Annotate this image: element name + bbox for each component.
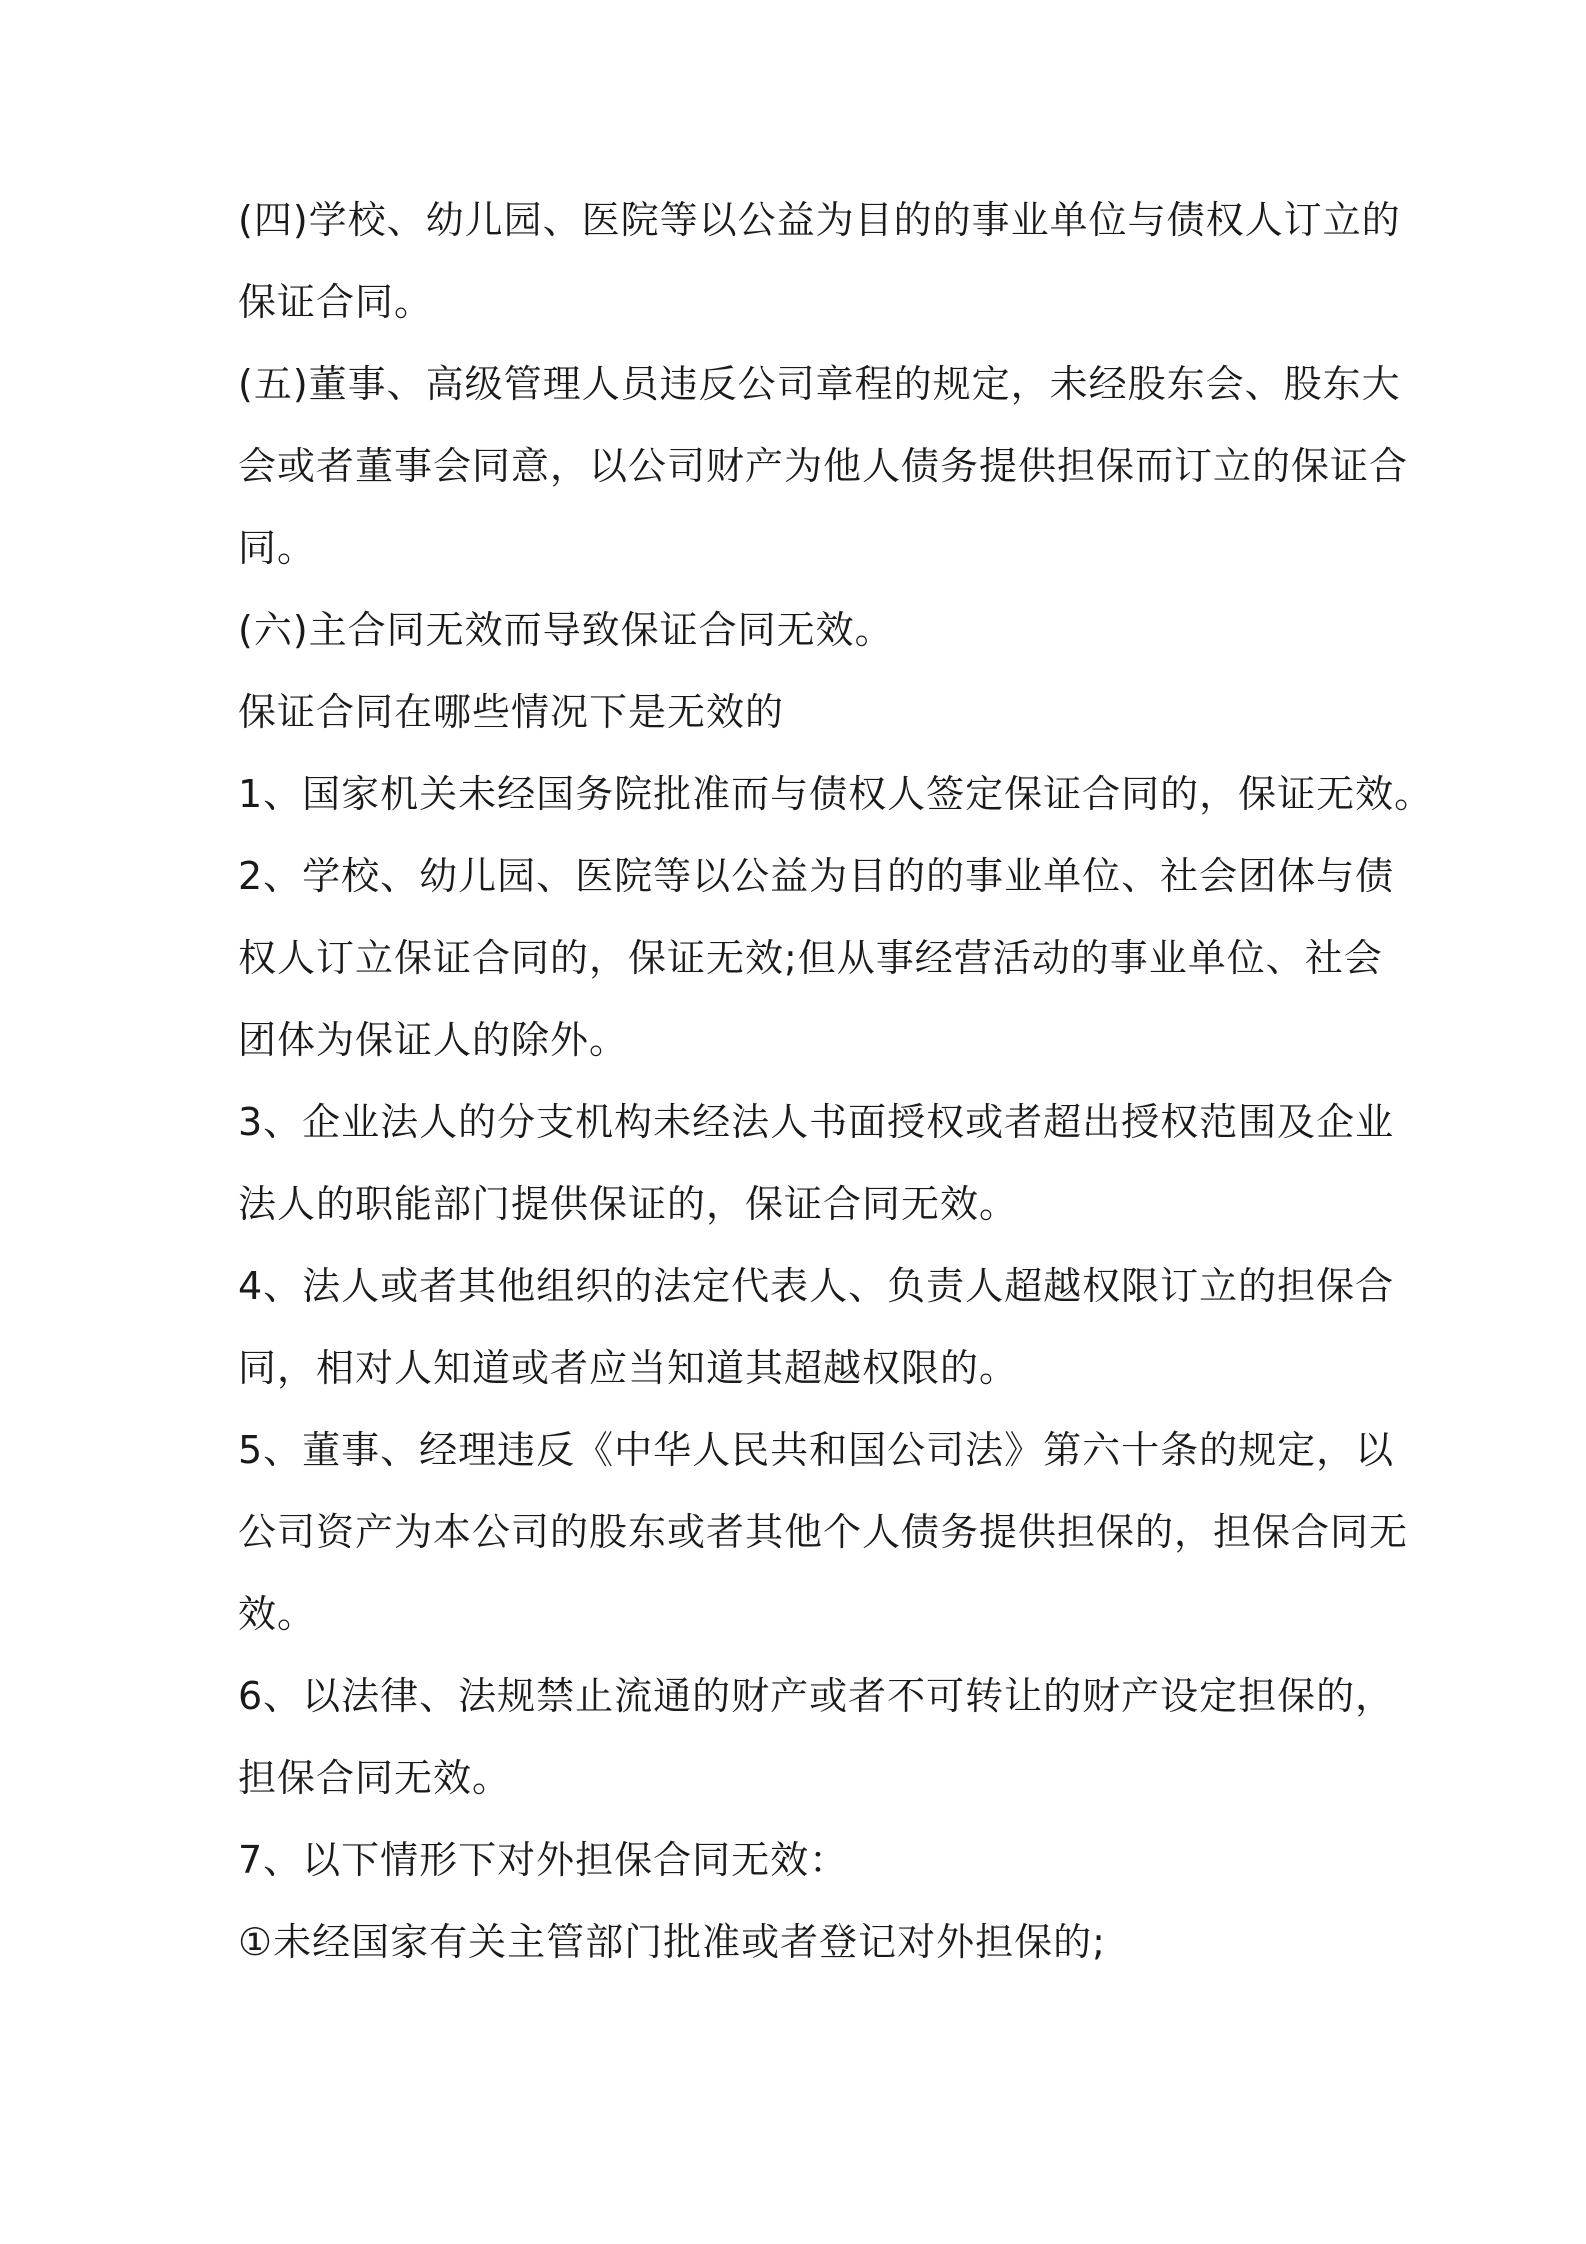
text-line: 公司资产为本公司的股东或者其他个人债务提供担保的，担保合同无	[238, 1510, 1409, 1554]
text-line: 同，相对人知道或者应当知道其超越权限的。	[238, 1346, 1019, 1390]
text-line: (五)董事、高级管理人员违反公司章程的规定，未经股东会、股东大	[238, 362, 1401, 406]
text-line: 团体为保证人的除外。	[238, 1018, 629, 1062]
text-line: 保证合同。	[238, 280, 434, 324]
text-line: 会或者董事会同意，以公司财产为他人债务提供担保而订立的保证合	[238, 444, 1409, 488]
text-line: (六)主合同无效而导致保证合同无效。	[238, 608, 894, 652]
text-line: 7、以下情形下对外担保合同无效：	[238, 1838, 849, 1882]
text-line: ①未经国家有关主管部门批准或者登记对外担保的;	[238, 1920, 1106, 1964]
text-line: 法人的职能部门提供保证的，保证合同无效。	[238, 1182, 1019, 1226]
text-line: 担保合同无效。	[238, 1756, 512, 1800]
text-line: (四)学校、幼儿园、医院等以公益为目的的事业单位与债权人订立的	[238, 198, 1401, 242]
text-line: 6、以法律、法规禁止流通的财产或者不可转让的财产设定担保的，	[238, 1674, 1395, 1718]
text-line: 2、学校、幼儿园、医院等以公益为目的的事业单位、社会团体与债	[238, 854, 1395, 898]
text-line: 效。	[238, 1592, 317, 1636]
text-line: 保证合同在哪些情况下是无效的	[238, 690, 785, 734]
text-line: 1、国家机关未经国务院批准而与债权人签定保证合同的，保证无效。	[238, 772, 1434, 816]
text-line: 5、董事、经理违反《中华人民共和国公司法》第六十条的规定，以	[238, 1428, 1395, 1472]
text-line: 权人订立保证合同的，保证无效;但从事经营活动的事业单位、社会	[238, 936, 1383, 980]
text-line: 3、企业法人的分支机构未经法人书面授权或者超出授权范围及企业	[238, 1100, 1395, 1144]
text-line: 同。	[238, 526, 317, 570]
text-line: 4、法人或者其他组织的法定代表人、负责人超越权限订立的担保合	[238, 1264, 1395, 1308]
